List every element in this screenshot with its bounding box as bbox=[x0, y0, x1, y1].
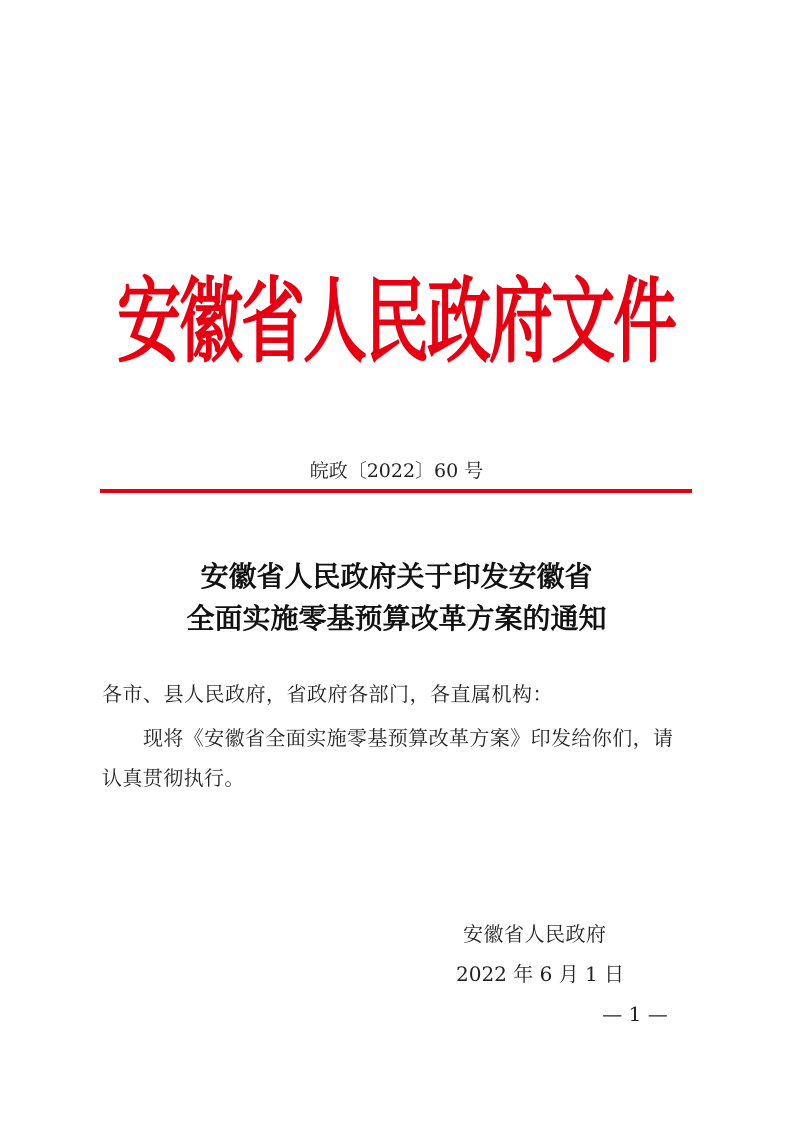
document-title-line-1: 安徽省人民政府关于印发安徽省 bbox=[200, 560, 593, 593]
red-divider-line bbox=[100, 489, 692, 493]
document-masthead bbox=[96, 268, 696, 378]
signature-organization: 安徽省人民政府 bbox=[463, 922, 607, 946]
signature-date: 2022 年 6 月 1 日 bbox=[456, 962, 625, 986]
addressee-line: 各市、县人民政府，省政府各部门，各直属机构： bbox=[102, 682, 553, 706]
page-number: — 1 — bbox=[602, 1002, 668, 1026]
document-number: 皖政〔2022〕60 号 bbox=[309, 460, 484, 482]
document-title-line-2: 全面实施零基预算改革方案的通知 bbox=[186, 602, 607, 635]
body-paragraph-line-1: 现将《安徽省全面实施零基预算改革方案》印发给你们，请 bbox=[143, 726, 674, 750]
body-paragraph-line-2: 认真贯彻执行。 bbox=[102, 766, 245, 790]
masthead-text: 安徽省人民政府文件 bbox=[117, 269, 675, 377]
